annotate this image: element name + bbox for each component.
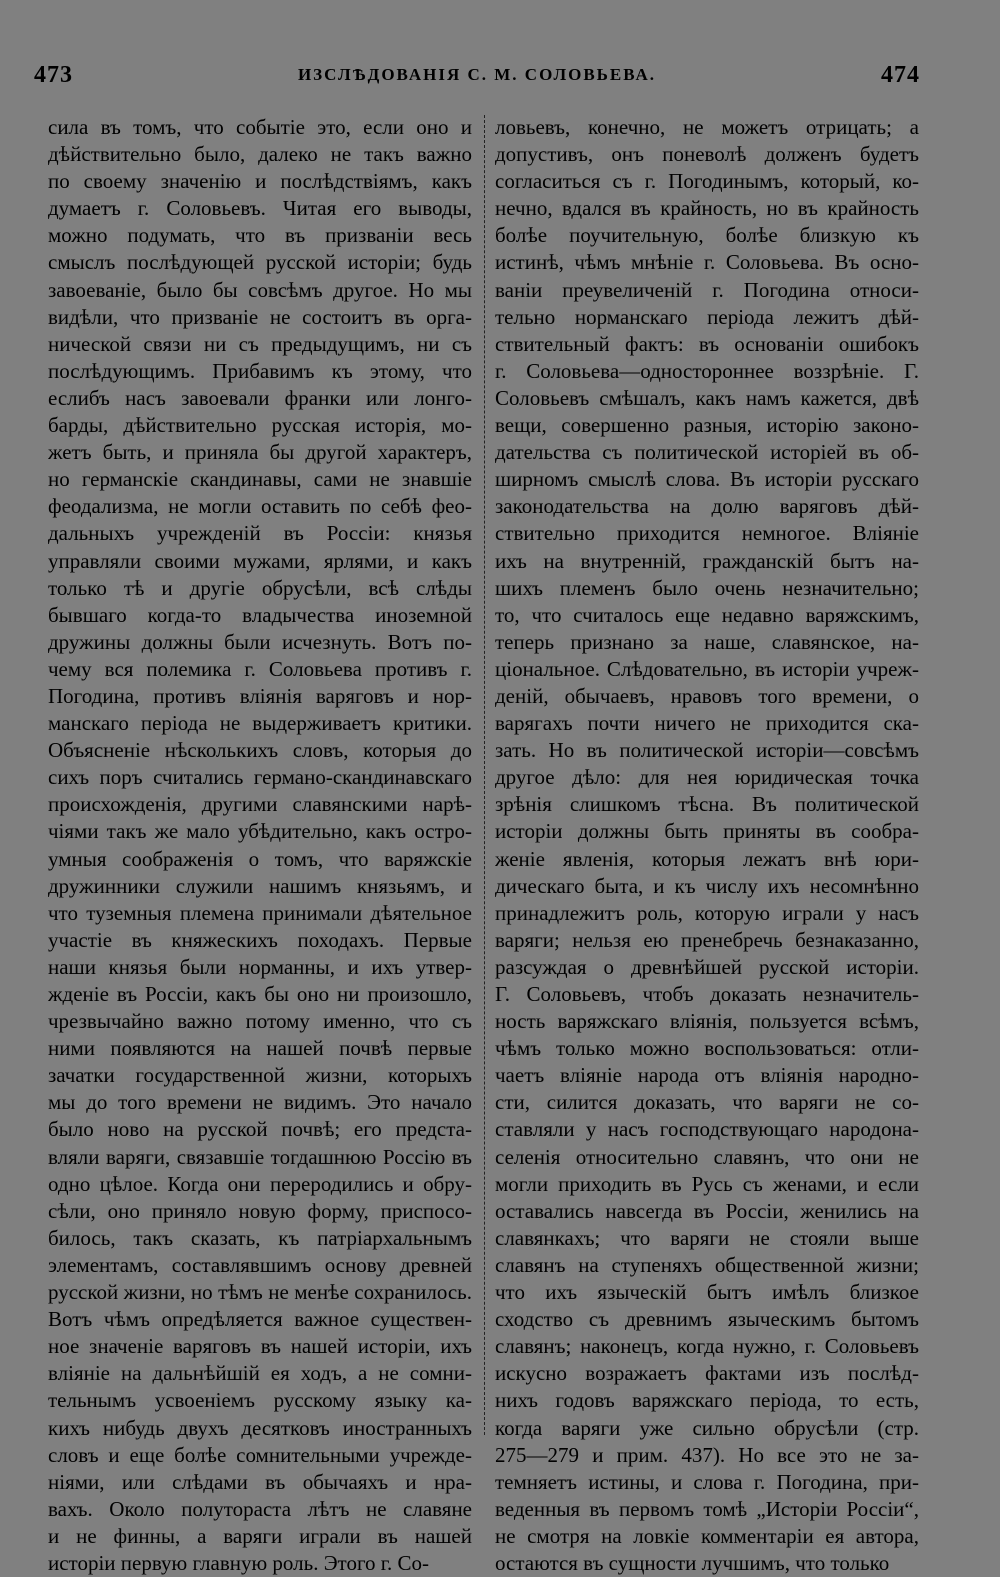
text-line: чѣмъ только можно воспользоваться: отли-	[495, 1036, 919, 1061]
text-line: словъ и еще болѣе сомнительными учрежде-	[48, 1442, 472, 1467]
text-line: теперь признано за наше, славянское, на-	[495, 629, 919, 654]
text-line: законодательства на долю варяговъ дѣй-	[495, 494, 919, 519]
text-line: бывшаго когда-то владычества иноземной	[48, 602, 472, 627]
text-line: дружинники служили нашимъ князьямъ, и	[48, 873, 472, 898]
text-line: наши князья были норманны, и ихъ утвер-	[48, 954, 472, 979]
text-line: когда варяги уже сильно обрусѣли (стр.	[495, 1415, 919, 1440]
text-line: темняетъ истины, и слова г. Погодина, при-	[495, 1469, 919, 1494]
text-line: ними появляются на нашей почвѣ первые	[48, 1036, 472, 1061]
text-line: славянъ; наконецъ, когда нужно, г. Соловьевъ	[495, 1334, 919, 1359]
text-line: принадлежитъ роль, которую играли у насъ	[495, 900, 919, 925]
text-line: видѣли, что призваніе не состоитъ въ орга-	[48, 304, 472, 329]
text-line: вещи, совершенно разныя, исторію законо-	[495, 413, 919, 438]
text-line: барды, дѣйствительно русская исторія, мо-	[48, 413, 472, 438]
text-line: происхожденія, другими славянскими нарѣ-	[48, 792, 472, 817]
text-line: мы до того времени не видимъ. Это начало	[48, 1090, 472, 1115]
text-line: дѣйствительно было, далеко не такъ важно	[48, 142, 472, 167]
text-line: зрѣнія слишкомъ тѣсна. Въ политической	[495, 792, 919, 817]
text-line: не смотря на ловкіе комментаріи ея автора,	[495, 1523, 919, 1548]
text-line: женіе явленія, которыя лежатъ внѣ юри-	[495, 846, 919, 871]
text-line: ширномъ смыслѣ слова. Въ исторіи русскаго	[495, 467, 919, 492]
text-line: нечно, вдался въ крайность, но въ крайность	[495, 196, 919, 221]
running-title: ИЗСЛѢДОВАНІЯ С. М. СОЛОВЬЕВА.	[297, 65, 657, 84]
text-line: сходство съ древнимъ языческимъ бытомъ	[495, 1307, 919, 1332]
text-line: шихъ племенъ было очень незначительно;	[495, 575, 919, 600]
text-line: зачатки государственной жизни, которыхъ	[48, 1063, 472, 1088]
text-line: чіями такъ же мало убѣдительно, какъ остро-	[48, 819, 472, 844]
text-line: ціональное. Слѣдовательно, въ исторіи учреж-	[495, 656, 919, 681]
left-text-column	[48, 114, 472, 1577]
text-line: что туземныя племена принимали дѣятельное	[48, 900, 472, 925]
text-line: Соловьевъ смѣшалъ, какъ намъ кажется, двѣ	[495, 385, 919, 410]
right-page-number: 474	[880, 61, 920, 88]
text-line: исторіи должны быть приняты въ сообра-	[495, 819, 919, 844]
text-line: тельнымъ усвоеніемъ русскому языку ка-	[48, 1388, 472, 1413]
text-line: вахъ. Около полутораста лѣтъ не славяне	[48, 1496, 472, 1521]
text-line: истинѣ, чѣмъ мнѣніе г. Соловьева. Въ осно-	[495, 250, 919, 275]
text-line: дательства съ политической исторіей въ об-	[495, 440, 919, 465]
left-page-number: 473	[34, 61, 73, 88]
text-line: ствительно приходится немногое. Вліяніе	[495, 521, 919, 546]
text-line: искусно возражаетъ фактами изъ послѣд-	[495, 1361, 919, 1386]
text-line: ихъ на внутренній, гражданскій бытъ на-	[495, 548, 919, 573]
text-line: чаетъ вліяніе народа отъ вліянія народно-	[495, 1063, 919, 1088]
text-line: русской жизни, но тѣмъ не менѣе сохранилось.	[48, 1280, 472, 1305]
text-line: одно цѣлое. Когда они переродились и обру-	[48, 1171, 472, 1196]
text-line: кихъ нибудь двухъ десятковъ иностранныхъ	[48, 1415, 472, 1440]
text-line: Вотъ чѣмъ опредѣляется важное существен-	[48, 1307, 472, 1332]
text-line: нихъ годовъ варяжскаго періода, то есть,	[495, 1388, 919, 1413]
text-line: вліяніе на дальнѣйшій ея ходъ, а не сомни-	[48, 1361, 472, 1386]
text-line: еслибъ насъ завоевали франки или лонго-	[48, 385, 472, 410]
text-line: ставляли у насъ господствующаго народона-	[495, 1117, 919, 1142]
text-line: элементамъ, составлявшимъ основу древней	[48, 1252, 472, 1277]
text-line: сти, силится доказать, что варяги не со-	[495, 1090, 919, 1115]
text-line: думаетъ г. Соловьевъ. Читая его выводы,	[48, 196, 472, 221]
text-line: допустивъ, онъ поневолѣ долженъ будетъ	[495, 142, 919, 167]
text-line: и не финны, а варяги играли въ нашей	[48, 1523, 472, 1548]
text-line: дружины должны были исчезнуть. Вотъ по-	[48, 629, 472, 654]
text-line: жденіе въ Россіи, какъ бы оно ни произошло,	[48, 982, 472, 1006]
text-line: Г. Соловьевъ, чтобъ доказать незначитель-	[495, 982, 919, 1006]
text-line: жетъ быть, и приняла бы другой характеръ,	[48, 440, 472, 465]
text-line: только тѣ и другіе обрусѣли, всѣ слѣды	[48, 575, 472, 600]
text-line: участіе въ княжескихъ походахъ. Первые	[48, 927, 472, 952]
text-line: болѣе поучительную, болѣе близкую къ	[495, 223, 919, 248]
text-line: славянкахъ; что варяги не стояли выше	[495, 1225, 919, 1250]
text-line: вляли варяги, связавшіе тогдашнюю Россію въ	[48, 1144, 472, 1169]
text-line: чрезвычайно важно потому именно, что съ	[48, 1009, 472, 1034]
text-line: исторіи первую главную роль. Этого г. Со-	[48, 1550, 430, 1575]
text-line: другое дѣло: для нея юридическая точка	[495, 765, 919, 790]
text-line: Погодина, противъ вліянія варяговъ и нор-	[48, 683, 472, 708]
text-line: славянъ на ступеняхъ общественной жизни;	[495, 1252, 919, 1277]
text-line: ваніи преувеличеній г. Погодина относи-	[495, 277, 919, 302]
page-header	[34, 58, 920, 92]
text-line: по своему значенію и послѣдствіямъ, какъ	[48, 169, 472, 194]
text-line: ное значеніе варяговъ въ нашей исторіи, ихъ	[48, 1334, 472, 1359]
text-line: билось, такъ сказать, къ патріархальнымъ	[48, 1225, 472, 1250]
text-line: завоеваніе, было бы совсѣмъ другое. Но мы	[48, 277, 472, 302]
column-divider	[484, 115, 486, 1435]
right-text-column	[495, 114, 919, 1577]
text-line: тельно норманскаго періода лежитъ дѣй-	[495, 304, 919, 329]
text-line: сила въ томъ, что событіе это, если оно и	[48, 115, 472, 139]
text-line: феодализма, не могли оставить по себѣ фео-	[48, 494, 472, 519]
text-line: веденныя въ первомъ томѣ „Исторіи Россіи“,	[495, 1496, 919, 1521]
text-line: но германскіе скандинавы, сами не знавшіе	[48, 467, 472, 492]
text-line: варяги; нельзя ею пренебречь безнаказанно,	[495, 927, 919, 952]
text-line: разсуждая о древнѣйшей русской исторіи.	[495, 954, 919, 979]
text-line: дальныхъ учрежденій въ Россіи: князья	[48, 521, 472, 546]
text-line: умныя соображенія о томъ, что варяжскіе	[48, 846, 472, 871]
text-line: деній, обычаевъ, нравовъ того времени, о	[495, 683, 919, 708]
text-line: манскаго періода не выдерживаетъ критики.	[48, 711, 472, 736]
text-line: управляли своими мужами, ярлями, и какъ	[48, 548, 472, 573]
text-line: нической связи ни съ предыдущимъ, ни съ	[48, 331, 472, 356]
text-line: согласиться съ г. Погодинымъ, который, ко-	[495, 169, 919, 194]
text-line: сихъ поръ считались германо-скандинавскаго	[48, 765, 472, 790]
text-line: дическаго быта, и къ числу ихъ несомнѣнно	[495, 873, 919, 898]
text-line: г. Соловьева—одностороннее воззрѣніе. Г.	[495, 358, 919, 383]
text-line: могли приходить въ Русь съ женами, и если	[495, 1171, 919, 1196]
text-line: ность варяжскаго вліянія, пользуется всѣмъ,	[495, 1009, 919, 1034]
text-line: было ново на русской почвѣ; его предста-	[48, 1117, 472, 1142]
text-line: послѣдующимъ. Прибавимъ къ этому, что	[48, 358, 472, 383]
text-line: то, что считалось еще недавно варяжскимъ,	[495, 602, 919, 627]
text-line: ніями, или слѣдами въ обычаяхъ и нра-	[48, 1469, 472, 1494]
text-line: чему вся полемика г. Соловьева противъ г.	[48, 656, 472, 681]
text-line: селенія относительно славянъ, что они не	[495, 1144, 919, 1169]
text-line: варягахъ почти ничего не приходится ска-	[495, 711, 919, 736]
text-line: можно подумать, что въ призваніи весь	[48, 223, 472, 248]
text-line: оставались навсегда въ Россіи, женились на	[495, 1198, 919, 1223]
text-line: сѣли, оно приняло новую форму, приспосо-	[48, 1198, 472, 1223]
text-line: Объясненіе нѣсколькихъ словъ, которыя до	[48, 738, 472, 763]
text-line: остаются въ сущности лучшимъ, что только	[495, 1550, 890, 1575]
text-line: что ихъ языческій бытъ имѣлъ близкое	[495, 1280, 919, 1305]
text-line: ловьевъ, конечно, не можетъ отрицать; а	[495, 115, 919, 139]
text-line: ствительный фактъ: въ основаніи ошибокъ	[495, 331, 919, 356]
text-line: 275—279 и прим. 437). Но все это не за-	[495, 1442, 919, 1467]
text-line: зать. Но въ политической исторіи—совсѣмъ	[495, 738, 919, 763]
text-line: смыслъ послѣдующей русской исторіи; будь	[48, 250, 472, 275]
